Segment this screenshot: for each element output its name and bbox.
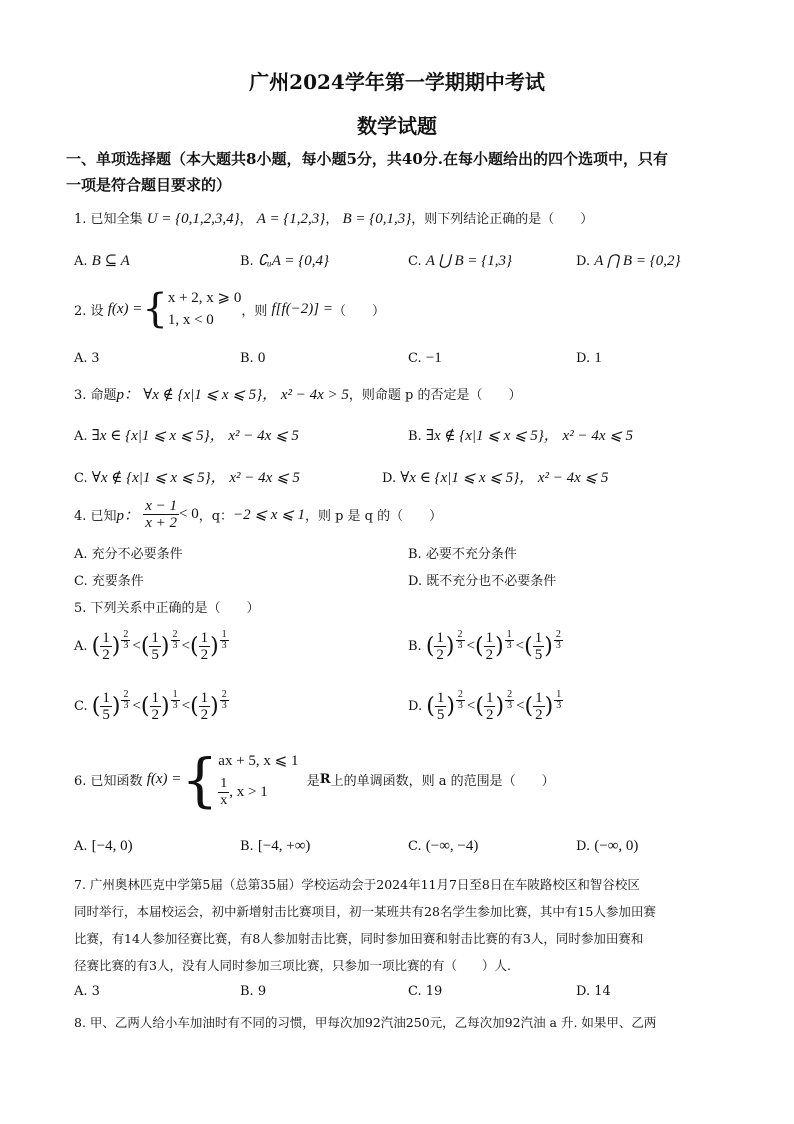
- q5-option-b[interactable]: [408, 630, 565, 663]
- option-label: A.: [74, 254, 88, 269]
- option-text: [−4, 0): [91, 838, 133, 854]
- q1-option-d[interactable]: [576, 251, 680, 270]
- q4-option-b[interactable]: [408, 543, 517, 562]
- lt-sign: <: [132, 698, 141, 714]
- q6-suffix-a: 是: [306, 774, 320, 789]
- question-7-line-1: 7. 广州奥林匹克中学第5届（总第35届）学校运动会于2024年11月7日至8日在车陂路校区和智谷校区: [74, 877, 640, 892]
- question-4-stem: [74, 498, 442, 531]
- q2-option-b[interactable]: [240, 350, 265, 367]
- option-text: ∃x ∉ {x|1 ⩽ x ⩽ 5}， x² − 4x ⩽ 5: [425, 428, 634, 444]
- page-subtitle: 数学试题: [357, 114, 437, 138]
- option-label: D.: [576, 351, 591, 366]
- option-text: 3: [91, 984, 100, 999]
- question-8-line-1: 8. 甲、乙两人给小车加油时有不同的习惯，甲每次加92汽油250元，乙每次加92汽油 a 升. 如果甲、乙两: [74, 1015, 657, 1030]
- q1-set-a: A = {1,2,3}: [256, 211, 326, 227]
- q3-option-b[interactable]: [408, 424, 633, 445]
- question-7-line-2: 同时举行，本届校运会，初中新增射击比赛项目，初一某班共有28名学生参加比赛，其中有15人参加田赛: [74, 904, 656, 919]
- option-label: A.: [74, 839, 88, 854]
- option-label: C.: [74, 471, 88, 486]
- option-text: A ⋃ B = {1,3}: [425, 253, 512, 269]
- power-term: ( $\frac{1}{5}$ ) $\frac{2}{3}$: [91, 689, 129, 723]
- q1-sep-1: ，: [239, 212, 253, 227]
- option-text: −1: [425, 350, 442, 366]
- option-label: D.: [576, 254, 591, 269]
- q1-option-b[interactable]: [240, 251, 329, 270]
- option-label: B.: [240, 839, 254, 854]
- option-label: C.: [408, 839, 422, 854]
- option-label: D.: [576, 984, 591, 999]
- lt-sign: <: [181, 638, 190, 654]
- lt-sign: <: [132, 638, 141, 654]
- q4-lt: < 0: [178, 506, 199, 522]
- q3-option-d[interactable]: [382, 466, 608, 487]
- power-term: ( $\frac{1}{2}$ ) $\frac{2}{3}$: [475, 689, 513, 723]
- q2-mid: ，则: [241, 303, 268, 319]
- power-term: ( $\frac{1}{5}$ ) $\frac{2}{3}$: [140, 629, 178, 663]
- q4-fraction: [143, 498, 179, 531]
- question-6-stem: [74, 745, 555, 814]
- q6-prefix: 6. 已知函数: [74, 774, 143, 789]
- q6-case-1: ax + 5, x ⩽ 1: [218, 753, 299, 769]
- option-text: 充要条件: [91, 574, 144, 589]
- option-label: C.: [408, 254, 422, 269]
- q4-option-a[interactable]: [74, 543, 183, 562]
- option-text: 1: [594, 350, 602, 366]
- q4-suffix: ，则 p 是 q 的（ ）: [304, 509, 443, 524]
- option-text: A ⋂ B = {0,2}: [594, 253, 681, 269]
- option-text: B ⊆ A: [91, 253, 130, 269]
- question-2-stem: [74, 287, 385, 331]
- option-text: 9: [257, 984, 267, 999]
- option-text: (−∞, 0): [594, 838, 639, 854]
- q4-numerator: x − 1: [145, 498, 177, 514]
- q3-option-a[interactable]: [74, 424, 299, 445]
- power-term: ( $\frac{1}{2}$ ) $\frac{1}{3}$: [474, 629, 512, 663]
- q6-option-d[interactable]: [576, 838, 638, 855]
- option-text: ∀x ∈ {x|1 ⩽ x ⩽ 5}， x² − 4x ⩽ 5: [400, 470, 609, 486]
- lt-sign: <: [466, 698, 476, 714]
- option-text: 3: [91, 350, 100, 366]
- q4-option-d[interactable]: [408, 570, 556, 589]
- question-5-stem: 5. 下列关系中正确的是（ ）: [74, 601, 260, 616]
- q5-option-d[interactable]: [408, 690, 565, 723]
- q3-statement: ∀x ∉ {x|1 ⩽ x ⩽ 5}， x² − 4x > 5: [143, 387, 349, 403]
- option-label: B.: [240, 254, 254, 269]
- q2-option-c[interactable]: [408, 350, 442, 367]
- option-label: D.: [576, 839, 591, 854]
- option-text: ∃x ∈ {x|1 ⩽ x ⩽ 5}， x² − 4x ⩽ 5: [91, 428, 299, 444]
- q4-option-c[interactable]: [74, 570, 144, 589]
- q1-option-a[interactable]: [74, 251, 130, 270]
- q3-option-c[interactable]: [74, 466, 300, 487]
- q2-cases: [168, 287, 242, 331]
- q1-suffix: ，则下列结论正确的是（ ）: [411, 212, 594, 227]
- option-text: 充分不必要条件: [91, 547, 183, 562]
- lt-sign: <: [516, 698, 525, 714]
- option-label: A.: [74, 639, 88, 654]
- option-label: A.: [74, 984, 88, 999]
- q1-sep-2: ，: [325, 212, 339, 227]
- q6-case-2: $\frac{1}{x}$ , x > 1: [220, 776, 268, 808]
- q2-suffix: （ ）: [333, 303, 386, 319]
- option-text: 14: [594, 984, 611, 999]
- question-3-stem: [74, 383, 522, 404]
- option-label: C.: [408, 351, 422, 366]
- q3-p: p：: [116, 387, 140, 403]
- q4-q-statement: −2 ⩽ x ⩽ 1: [233, 507, 305, 523]
- option-label: B.: [408, 639, 422, 654]
- q3-prefix: 3. 命题: [74, 388, 117, 403]
- option-label: C.: [74, 699, 88, 714]
- q2-option-a[interactable]: [74, 350, 99, 367]
- left-brace-icon: {: [181, 745, 219, 814]
- q6-real-set: R: [319, 772, 331, 787]
- lt-sign: <: [181, 698, 191, 714]
- q6-fx: f(x) =: [146, 771, 182, 787]
- q4-q: ，q：: [198, 509, 234, 524]
- lt-sign: <: [515, 638, 525, 654]
- option-label: C.: [74, 574, 88, 589]
- power-term: ( $\frac{1}{2}$ ) $\frac{2}{3}$: [91, 629, 129, 663]
- q1-prefix: 1. 已知全集: [74, 212, 143, 227]
- q5-option-c[interactable]: [74, 690, 231, 723]
- section-heading-line1: 一、单项选择题（本大题共8小题，每小题5分，共40分.在每小题给出的四个选项中，只有: [66, 150, 668, 168]
- question-1-stem: [74, 208, 593, 228]
- option-label: B.: [240, 351, 254, 366]
- page-title: 广州2024学年第一学期期中考试: [249, 70, 545, 94]
- left-brace-icon: {: [142, 286, 168, 332]
- q2-case-1: x + 2, x ⩾ 0: [167, 290, 242, 306]
- q6-option-b[interactable]: [240, 838, 310, 855]
- q7-option-d[interactable]: [576, 984, 611, 999]
- q7-option-b[interactable]: [240, 984, 266, 999]
- q4-denominator: x + 2: [145, 515, 177, 531]
- q1-set-b: B = {0,1,3}: [342, 211, 412, 227]
- q6-cases: [218, 750, 298, 809]
- question-7-line-4: 径赛比赛的有3人，没有人同时参加三项比赛，只参加一项比赛的有（ ）人.: [74, 958, 511, 973]
- option-label: B.: [408, 429, 422, 444]
- q2-fx: f(x) =: [107, 300, 143, 317]
- q7-option-c[interactable]: [408, 984, 442, 999]
- option-label: C.: [408, 984, 422, 999]
- q7-option-a[interactable]: [74, 984, 100, 999]
- power-term: ( $\frac{1}{5}$ ) $\frac{2}{3}$: [524, 629, 561, 663]
- option-text: ∁ᵤA = {0,4}: [257, 253, 330, 269]
- q4-p: p：: [116, 508, 140, 524]
- q6-option-c[interactable]: [408, 838, 478, 855]
- q6-suffix-b: 上的单调函数，则 a 的范围是（ ）: [330, 774, 555, 789]
- option-label: A.: [74, 429, 88, 444]
- option-text: ∀x ∉ {x|1 ⩽ x ⩽ 5}， x² − 4x ⩽ 5: [91, 470, 300, 486]
- power-term: ( $\frac{1}{2}$ ) $\frac{1}{3}$: [524, 689, 562, 723]
- option-text: 既不充分也不必要条件: [426, 574, 557, 589]
- power-term: ( $\frac{1}{5}$ ) $\frac{2}{3}$: [426, 689, 463, 723]
- option-label: B.: [240, 984, 254, 999]
- option-text: 19: [425, 984, 443, 999]
- q2-case-2: 1, x < 0: [167, 312, 214, 328]
- power-term: ( $\frac{1}{2}$ ) $\frac{2}{3}$: [190, 689, 227, 723]
- option-label: A.: [74, 547, 88, 562]
- q1-option-c[interactable]: [408, 251, 512, 270]
- option-text: 0: [257, 350, 266, 366]
- option-text: [−4, +∞): [257, 838, 311, 854]
- q2-prefix: 2. 设: [74, 303, 104, 319]
- power-term: ( $\frac{1}{2}$ ) $\frac{1}{3}$: [140, 689, 178, 723]
- option-label: D.: [408, 699, 423, 714]
- q6-option-a[interactable]: [74, 838, 133, 855]
- q1-set-u: U = {0,1,2,3,4}: [146, 211, 240, 227]
- option-label: B.: [408, 547, 422, 562]
- power-term: ( $\frac{1}{2}$ ) $\frac{2}{3}$: [425, 629, 463, 663]
- q2-expr: f[f(−2)] =: [271, 300, 334, 317]
- option-label: D.: [408, 574, 423, 589]
- option-label: A.: [74, 351, 88, 366]
- power-term: ( $\frac{1}{2}$ ) $\frac{1}{3}$: [189, 629, 227, 663]
- q3-suffix: ，则命题 p 的否定是（ ）: [348, 388, 522, 403]
- section-heading-line2: 一项是符合题目要求的）: [66, 176, 232, 194]
- lt-sign: <: [466, 638, 475, 654]
- q5-option-a[interactable]: [74, 630, 231, 663]
- q2-option-d[interactable]: [576, 350, 602, 367]
- option-label: D.: [382, 471, 397, 486]
- option-text: (−∞, −4): [425, 838, 479, 854]
- q4-prefix: 4. 已知: [74, 509, 117, 524]
- question-7-line-3: 比赛，有14人参加径赛比赛，有8人参加射击比赛，同时参加田赛和射击比赛的有3人，同时参加田赛和: [74, 931, 644, 946]
- option-text: 必要不充分条件: [425, 547, 517, 562]
